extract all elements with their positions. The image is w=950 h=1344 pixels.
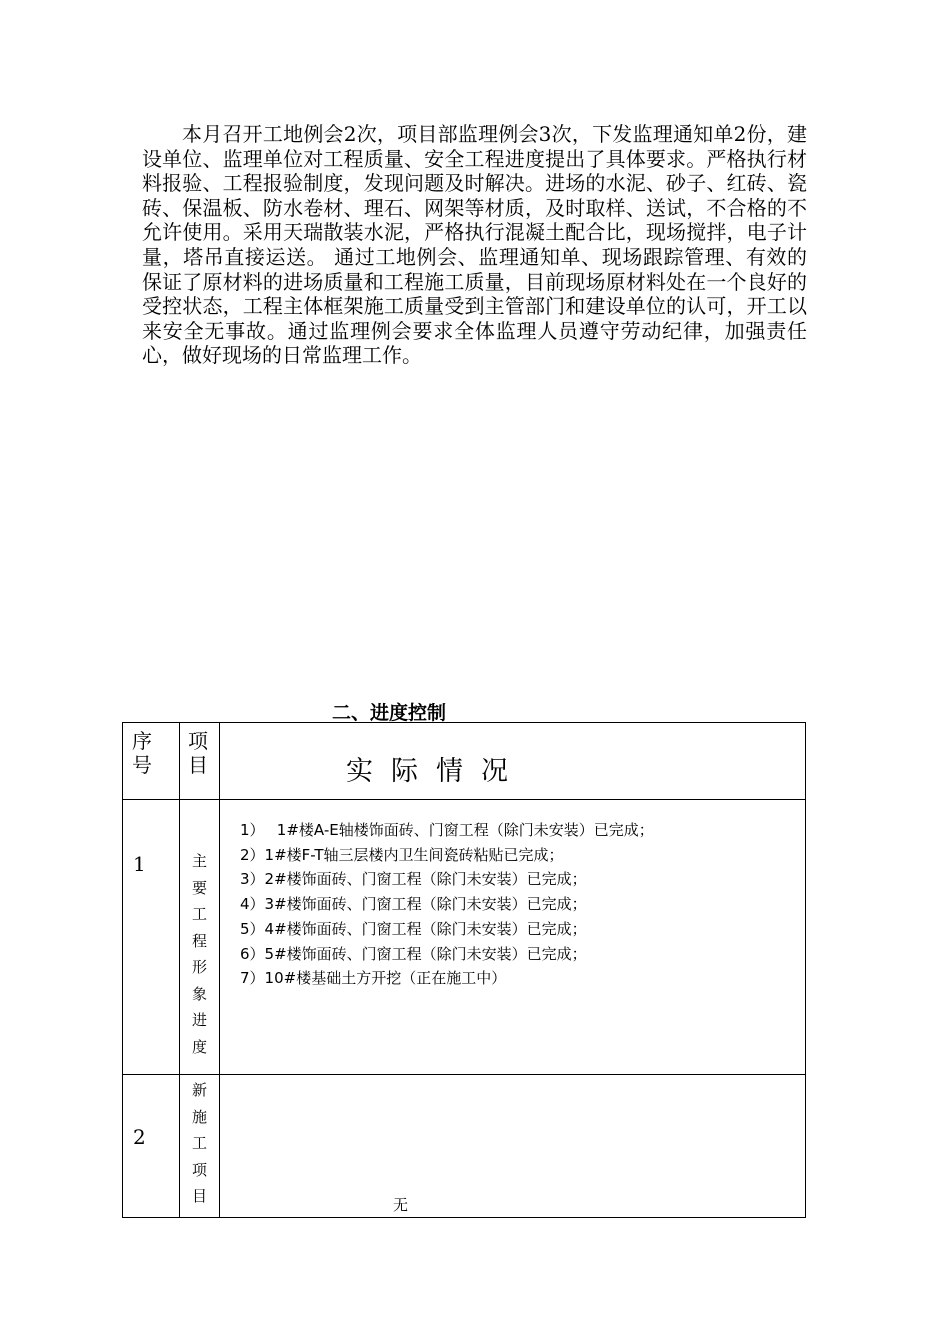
progress-item: 4）3#楼饰面砖、门窗工程（除门未安装）已完成； — [240, 895, 587, 914]
item-char: 象 — [191, 984, 207, 1003]
row-item-label — [180, 800, 220, 1075]
item-char: 形 — [191, 958, 207, 976]
progress-item: 5）4#楼饰面砖、门窗工程（除门未安装）已完成； — [240, 919, 587, 938]
section-title: 二、进度控制 — [332, 702, 447, 724]
progress-item: 6）5#楼饰面砖、门窗工程（除门未安装）已完成； — [240, 944, 587, 963]
item-char: 项 — [191, 1160, 207, 1179]
item-char: 程 — [191, 931, 207, 950]
item-char: 工 — [191, 1134, 207, 1152]
item-char: 进 — [191, 1011, 207, 1029]
none-text: 无 — [393, 1196, 409, 1214]
item-char: 主 — [191, 852, 207, 870]
paragraph-text: 本月召开工地例会2次，项目部监理例会3次，下发监理通知单2份，建设单位、监理单位对工程质量、安全工程进度提出了具体要求。严格执行材料报验、工程报验制度，发现问题及时解决。进场的水泥、砂子、红砖、瓷砖、保温板、防水卷材、理石、网架等材质，及时取样、送试，不合格的不允许使用。采用天瑞散装水泥，严格执行混凝土配合比，现场搅拌，电子计量，塔吊直接运送。 通过工地例会、监理通知单、现场跟踪管理、有效的保证了原材料的进场质量和工程施工质量，目前现场原材料处在一个良好的受控状态，工程主体框架施工质量受到主管部门和建设单位的认可，开工以来安全无事故。通过监理例会要求全体监理人员遵守劳动纪律，加强责任心，做好现场的日常监理工作。 — [142, 122, 807, 368]
header-status: 实际情况 — [220, 723, 806, 800]
table-header-row — [123, 723, 806, 800]
header-item-line2: 目 — [188, 753, 208, 777]
header-no-line1: 序 — [132, 729, 152, 753]
progress-table — [122, 722, 806, 1218]
item-char: 要 — [191, 878, 207, 897]
item-char: 施 — [191, 1107, 207, 1126]
item-char: 目 — [191, 1187, 207, 1205]
header-no-line2: 号 — [132, 753, 152, 777]
row-item-label — [180, 1075, 220, 1218]
item-char: 工 — [191, 905, 207, 923]
progress-item: 1） 1#楼A-E轴楼饰面砖、门窗工程（除门未安装）已完成； — [240, 821, 654, 839]
table-row — [123, 800, 806, 1075]
item-char: 新 — [191, 1081, 207, 1099]
header-no — [123, 723, 180, 800]
header-item — [180, 723, 220, 800]
progress-item: 3）2#楼饰面砖、门窗工程（除门未安装）已完成； — [240, 870, 587, 889]
new-project-cell — [220, 1075, 806, 1218]
header-item-line1: 项 — [188, 729, 208, 753]
row-number: 2 — [123, 1075, 180, 1218]
item-char: 度 — [191, 1037, 207, 1056]
progress-item: 7）10#楼基础土方开挖（正在施工中） — [240, 969, 507, 988]
progress-list — [220, 800, 806, 1075]
progress-item: 2）1#楼F-T轴三层楼内卫生间瓷砖粘贴已完成； — [240, 845, 564, 864]
report-paragraph — [142, 122, 807, 368]
table-row — [123, 1075, 806, 1218]
row-number: 1 — [123, 800, 180, 1075]
